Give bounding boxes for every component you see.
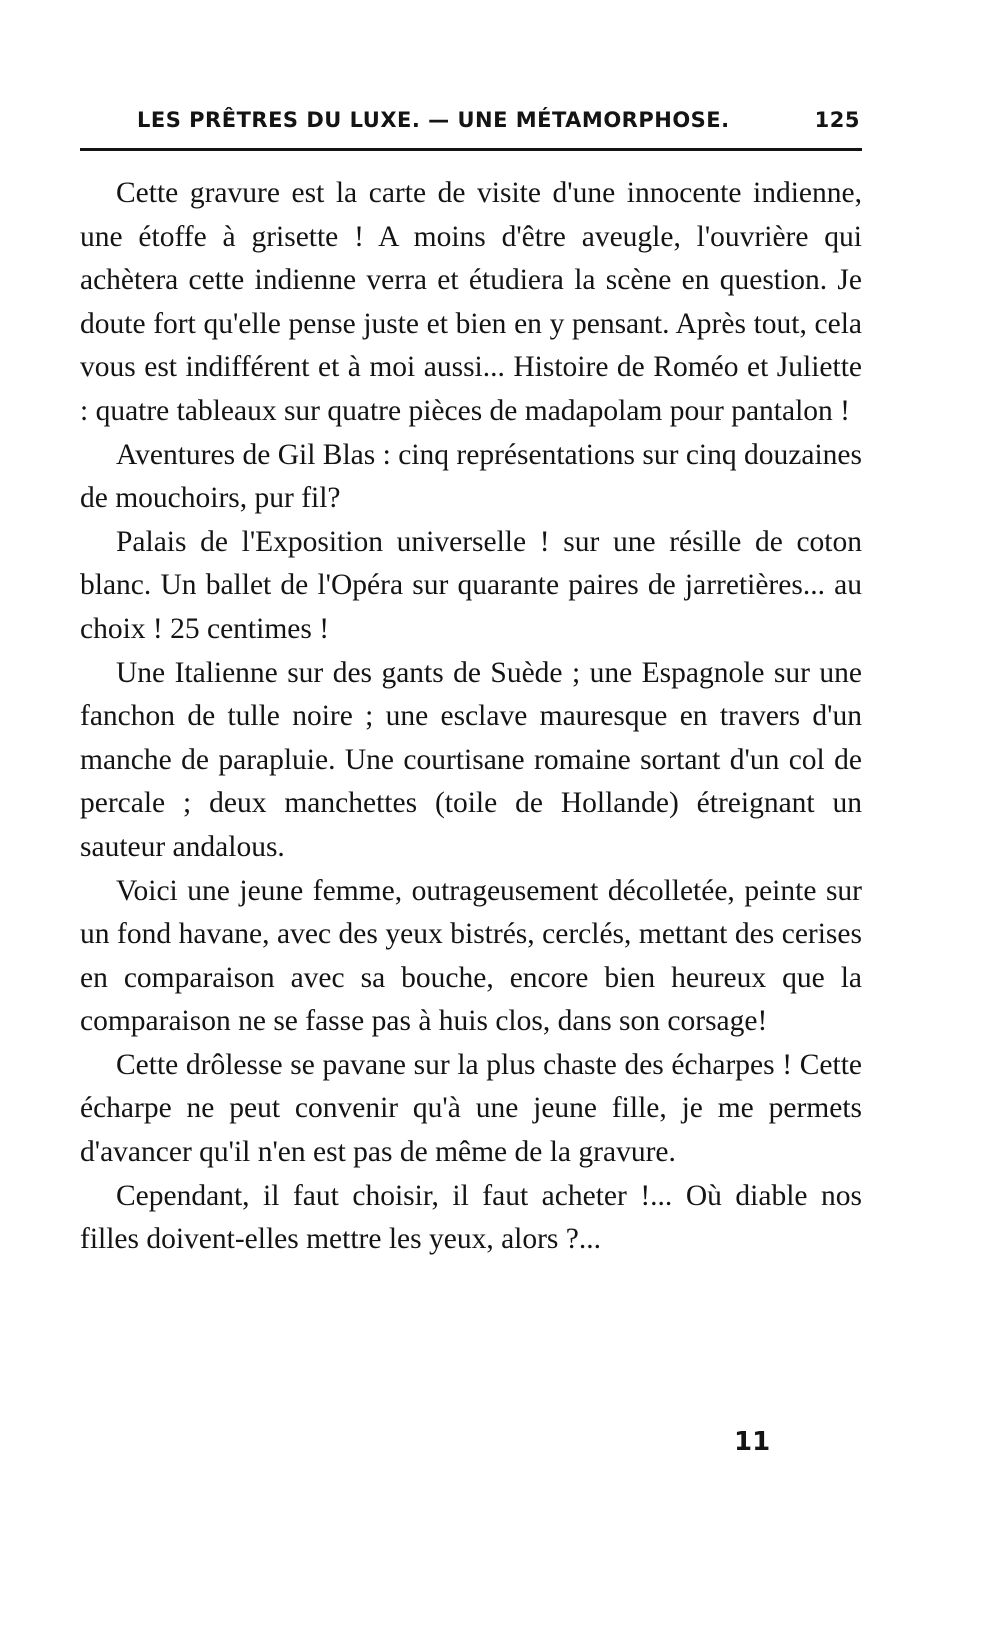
paragraph: Une Italienne sur des gants de Suède ; une Espagnole sur une fanchon de tulle noire ; une esclave mauresque en travers d'un manche de parapluie. Une courtisane romaine sortant d'un col de percale ; deux manchettes (toile de Hollande) étreignant un sauteur andalous. <box>80 656 862 863</box>
paragraph: Cette drôlesse se pavane sur la plus chaste des écharpes ! Cette écharpe ne peut convenir qu'à une jeune fille, je me permets d'avancer qu'il n'en est pas de même de la gravure. <box>80 1048 862 1169</box>
paragraph: Cependant, il faut choisir, il faut acheter !... Où diable nos filles doivent-elles mettre les yeux, alors ?... <box>80 1179 862 1256</box>
paragraph: Palais de l'Exposition universelle ! sur une résille de coton blanc. Un ballet de l'Opéra sur quarante paires de jarretières... au choix ! 25 centimes ! <box>80 525 862 645</box>
running-title: LES PRÊTRES DU LUXE. — UNE MÉTAMORPHOSE. <box>137 108 730 132</box>
body-text <box>80 172 862 1262</box>
running-head <box>80 108 860 138</box>
page-number: 125 <box>814 108 860 132</box>
paragraph: Cette gravure est la carte de visite d'une innocente indienne, une étoffe à grisette ! A moins d'être aveugle, l'ouvrière qui achètera cette indienne verra et étudiera la scène en question. Je doute fort qu'elle pense juste et bien en y pensant. Après tout, cela vous est indifférent et à moi aussi... Histoire de Roméo et Juliette : quatre tableaux sur quatre pièces de madapolam pour pantalon ! <box>80 177 862 427</box>
paragraph: Aventures de Gil Blas : cinq représentations sur cinq douzaines de mouchoirs, pur fil? <box>80 438 862 515</box>
signature-mark: 11 <box>734 1427 771 1457</box>
paragraph: Voici une jeune femme, outrageusement décolletée, peinte sur un fond havane, avec des yeux bistrés, cerclés, mettant des cerises en comparaison avec sa bouche, encore bien heureux que la comparaison ne se fasse pas à huis clos, dans son corsage! <box>80 874 862 1038</box>
header-rule <box>80 148 862 151</box>
